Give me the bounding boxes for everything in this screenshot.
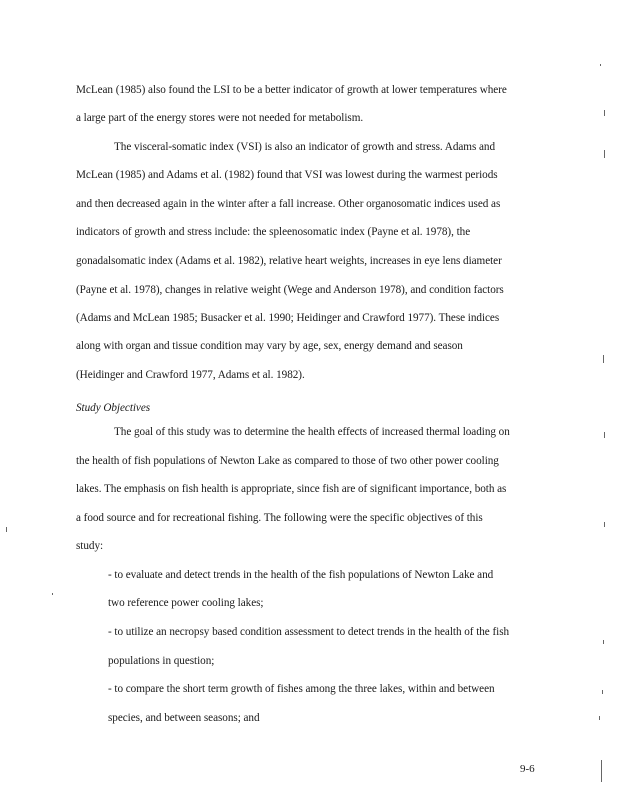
scan-speck [603,640,604,644]
text-line: and then decreased again in the winter after a fall increase. Other organosomatic indices used as [76,198,501,210]
list-item-continuation: species, and between seasons; and [108,712,260,724]
text-line: (Adams and McLean 1985; Busacker et al. 1990; Heidinger and Crawford 1977). These indices [76,312,500,324]
scan-speck [604,150,605,158]
text-line: study: [76,540,104,552]
scan-speck [604,110,605,116]
scan-speck [599,716,600,720]
text-line: The visceral-somatic index (VSI) is also an indicator of growth and stress. Adams and [114,141,496,153]
scan-speck [600,64,601,66]
scan-speck [603,355,604,363]
scan-speck [604,522,605,527]
scan-speck [601,760,602,782]
text-line: lakes. The emphasis on fish health is appropriate, since fish are of significant importance, both as [76,483,507,495]
list-item: - to utilize an necropsy based condition assessment to detect trends in the health of the fish [108,626,510,638]
scan-speck [6,527,7,532]
scan-speck [602,690,603,694]
text-line: along with organ and tissue condition may vary by age, sex, energy demand and season [76,340,463,352]
text-line: indicators of growth and stress include: the spleenosomatic index (Payne et al. 1978), the [76,226,471,238]
text-line: (Heidinger and Crawford 1977, Adams et al. 1982). [76,369,305,381]
text-line: gonadalsomatic index (Adams et al. 1982), relative heart weights, increases in eye lens diameter [76,255,502,267]
list-item-continuation: populations in question; [108,655,215,667]
text-line: (Payne et al. 1978), changes in relative weight (Wege and Anderson 1978), and condition factors [76,284,504,296]
scan-speck [604,432,605,438]
text-line: The goal of this study was to determine the health effects of increased thermal loading on [114,426,510,438]
text-line: the health of fish populations of Newton Lake as compared to those of two other power cooling [76,455,499,467]
text-line: a large part of the energy stores were not needed for metabolism. [76,112,364,124]
list-item-continuation: two reference power cooling lakes; [108,597,264,609]
page-number: 9-6 [520,763,535,775]
section-heading: Study Objectives [76,402,151,414]
scan-speck [52,593,53,595]
text-line: McLean (1985) and Adams et al. (1982) found that VSI was lowest during the warmest periods [76,169,498,181]
list-item: - to compare the short term growth of fishes among the three lakes, within and between [108,683,495,695]
list-item: - to evaluate and detect trends in the health of the fish populations of Newton Lake and [108,569,494,581]
text-line: McLean (1985) also found the LSI to be a better indicator of growth at lower temperatures where [76,84,507,96]
text-line: a food source and for recreational fishing. The following were the specific objectives of this [76,512,483,524]
